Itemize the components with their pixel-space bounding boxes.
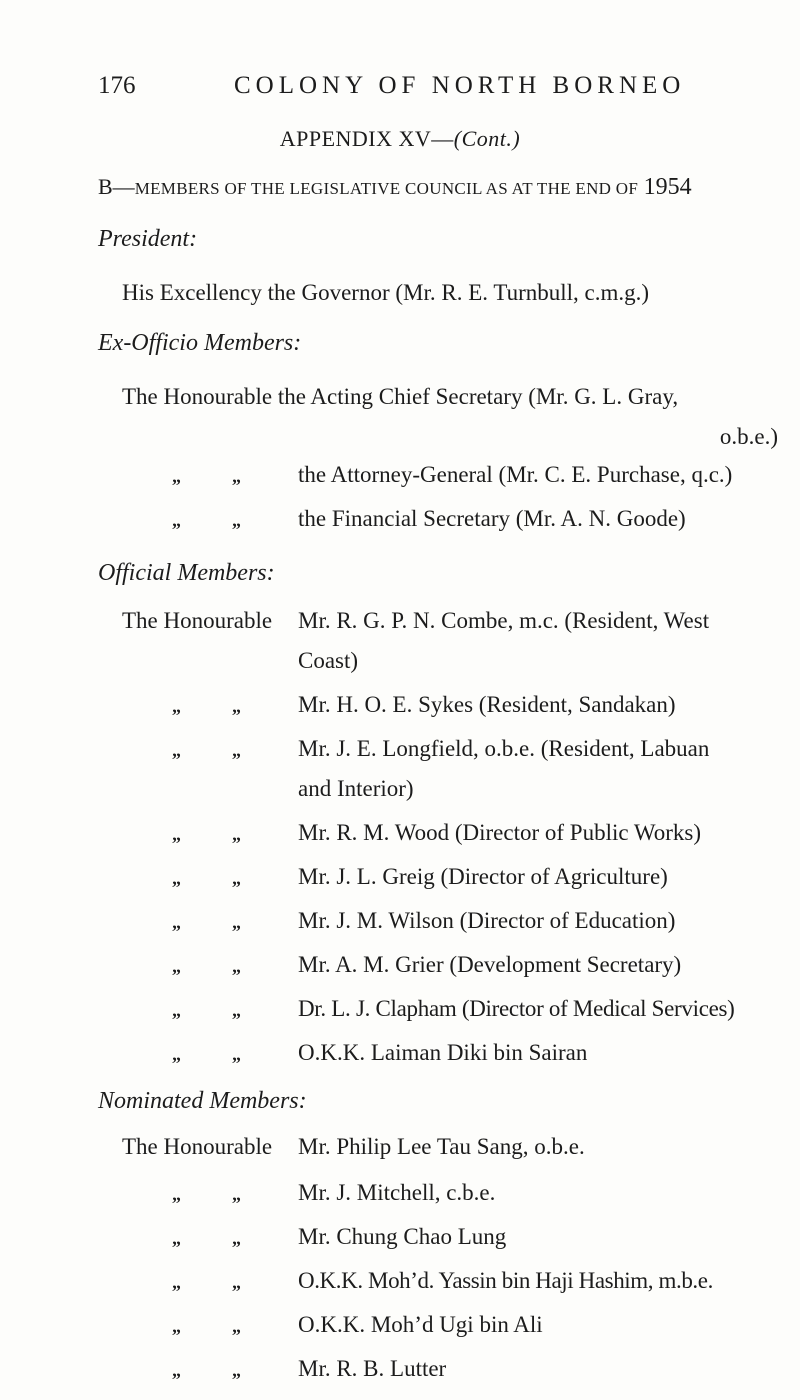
appendix-title (0, 126, 800, 152)
ditto-mark: „ (232, 740, 241, 760)
official-member: Mr. A. M. Grier (Development Secretary) (298, 952, 682, 977)
ditto-mark: „ (172, 1044, 181, 1064)
running-head: COLONY OF NORTH BORNEO (234, 72, 686, 99)
ditto-mark: „ (232, 868, 241, 888)
official-honourable: The Honourable (122, 608, 273, 633)
nominated-label: Nominated Members: (98, 1088, 307, 1114)
ditto-mark: „ (172, 1360, 181, 1380)
section-heading-text: MEMBERS OF THE LEGISLATIVE COUNCIL AS AT THE END OF (134, 179, 639, 198)
ditto-mark: „ (172, 696, 181, 716)
ditto-mark: „ (232, 1184, 241, 1204)
ex-officio-member: the Attorney-General (Mr. C. E. Purchase, q.c.) (298, 462, 733, 487)
ditto-mark: „ (172, 1272, 181, 1292)
ex-officio-first-cont: o.b.e.) (719, 424, 778, 449)
ditto-mark: „ (232, 1316, 241, 1336)
page-header (98, 72, 770, 112)
section-heading (98, 174, 788, 201)
official-member: Mr. R. G. P. N. Combe, m.c. (Resident, West (298, 608, 710, 633)
official-member: Mr. J. M. Wilson (Director of Education) (298, 908, 676, 933)
ditto-mark: „ (232, 956, 241, 976)
appendix-cont: (Cont.) (453, 126, 521, 151)
section-year: 1954 (643, 174, 692, 200)
president-label: President: (98, 226, 198, 252)
ditto-mark: „ (232, 466, 241, 486)
official-member: Mr. H. O. E. Sykes (Resident, Sandakan) (298, 692, 676, 717)
ditto-mark: „ (172, 510, 181, 530)
ex-officio-member: the Financial Secretary (Mr. A. N. Goode) (298, 506, 686, 531)
official-member-cont: and Interior) (298, 776, 414, 801)
ditto-mark: „ (172, 868, 181, 888)
ditto-mark: „ (172, 1228, 181, 1248)
ditto-mark: „ (232, 1000, 241, 1020)
ditto-mark: „ (172, 824, 181, 844)
page-number: 176 (98, 72, 136, 99)
ditto-mark: „ (172, 912, 181, 932)
ditto-mark: „ (232, 912, 241, 932)
ditto-mark: „ (172, 740, 181, 760)
ex-officio-label: Ex-Officio Members: (98, 330, 302, 356)
appendix-title-text: APPENDIX XV— (279, 126, 454, 151)
ditto-mark: „ (232, 1360, 241, 1380)
ex-officio-first: The Honourable the Acting Chief Secretary (Mr. G. L. Gray, (122, 384, 679, 409)
official-member: Dr. L. J. Clapham (Director of Medical Services) (298, 996, 735, 1021)
official-member: Mr. R. M. Wood (Director of Public Works) (298, 820, 702, 845)
ditto-mark: „ (172, 1184, 181, 1204)
nominated-member: Mr. R. B. Lutter (298, 1356, 447, 1381)
ditto-mark: „ (172, 1000, 181, 1020)
ditto-mark: „ (232, 824, 241, 844)
ditto-mark: „ (232, 696, 241, 716)
ditto-mark: „ (232, 510, 241, 530)
official-label: Official Members: (98, 560, 275, 586)
nominated-member: O.K.K. Moh’d. Yassin bin Haji Hashim, m.b.e. (298, 1268, 713, 1293)
nominated-honourable: The Honourable (122, 1134, 273, 1159)
nominated-member: Mr. Philip Lee Tau Sang, o.b.e. (298, 1134, 585, 1159)
ditto-mark: „ (232, 1272, 241, 1292)
nominated-member: O.K.K. Moh’d Ugi bin Ali (298, 1312, 543, 1337)
ditto-mark: „ (232, 1228, 241, 1248)
official-member: Mr. J. E. Longfield, o.b.e. (Resident, Labuan (298, 736, 710, 761)
nominated-member: Mr. J. Mitchell, c.b.e. (298, 1180, 496, 1205)
ditto-mark: „ (172, 956, 181, 976)
ditto-mark: „ (172, 466, 181, 486)
official-member: O.K.K. Laiman Diki bin Sairan (298, 1040, 588, 1065)
official-member-cont: Coast) (298, 648, 359, 673)
official-member: Mr. J. L. Greig (Director of Agriculture) (298, 864, 668, 889)
ditto-mark: „ (172, 1316, 181, 1336)
ditto-mark: „ (232, 1044, 241, 1064)
section-prefix: B— (98, 174, 135, 199)
president-line: His Excellency the Governor (Mr. R. E. Turnbull, c.m.g.) (122, 280, 650, 305)
nominated-member: Mr. Chung Chao Lung (298, 1224, 507, 1249)
